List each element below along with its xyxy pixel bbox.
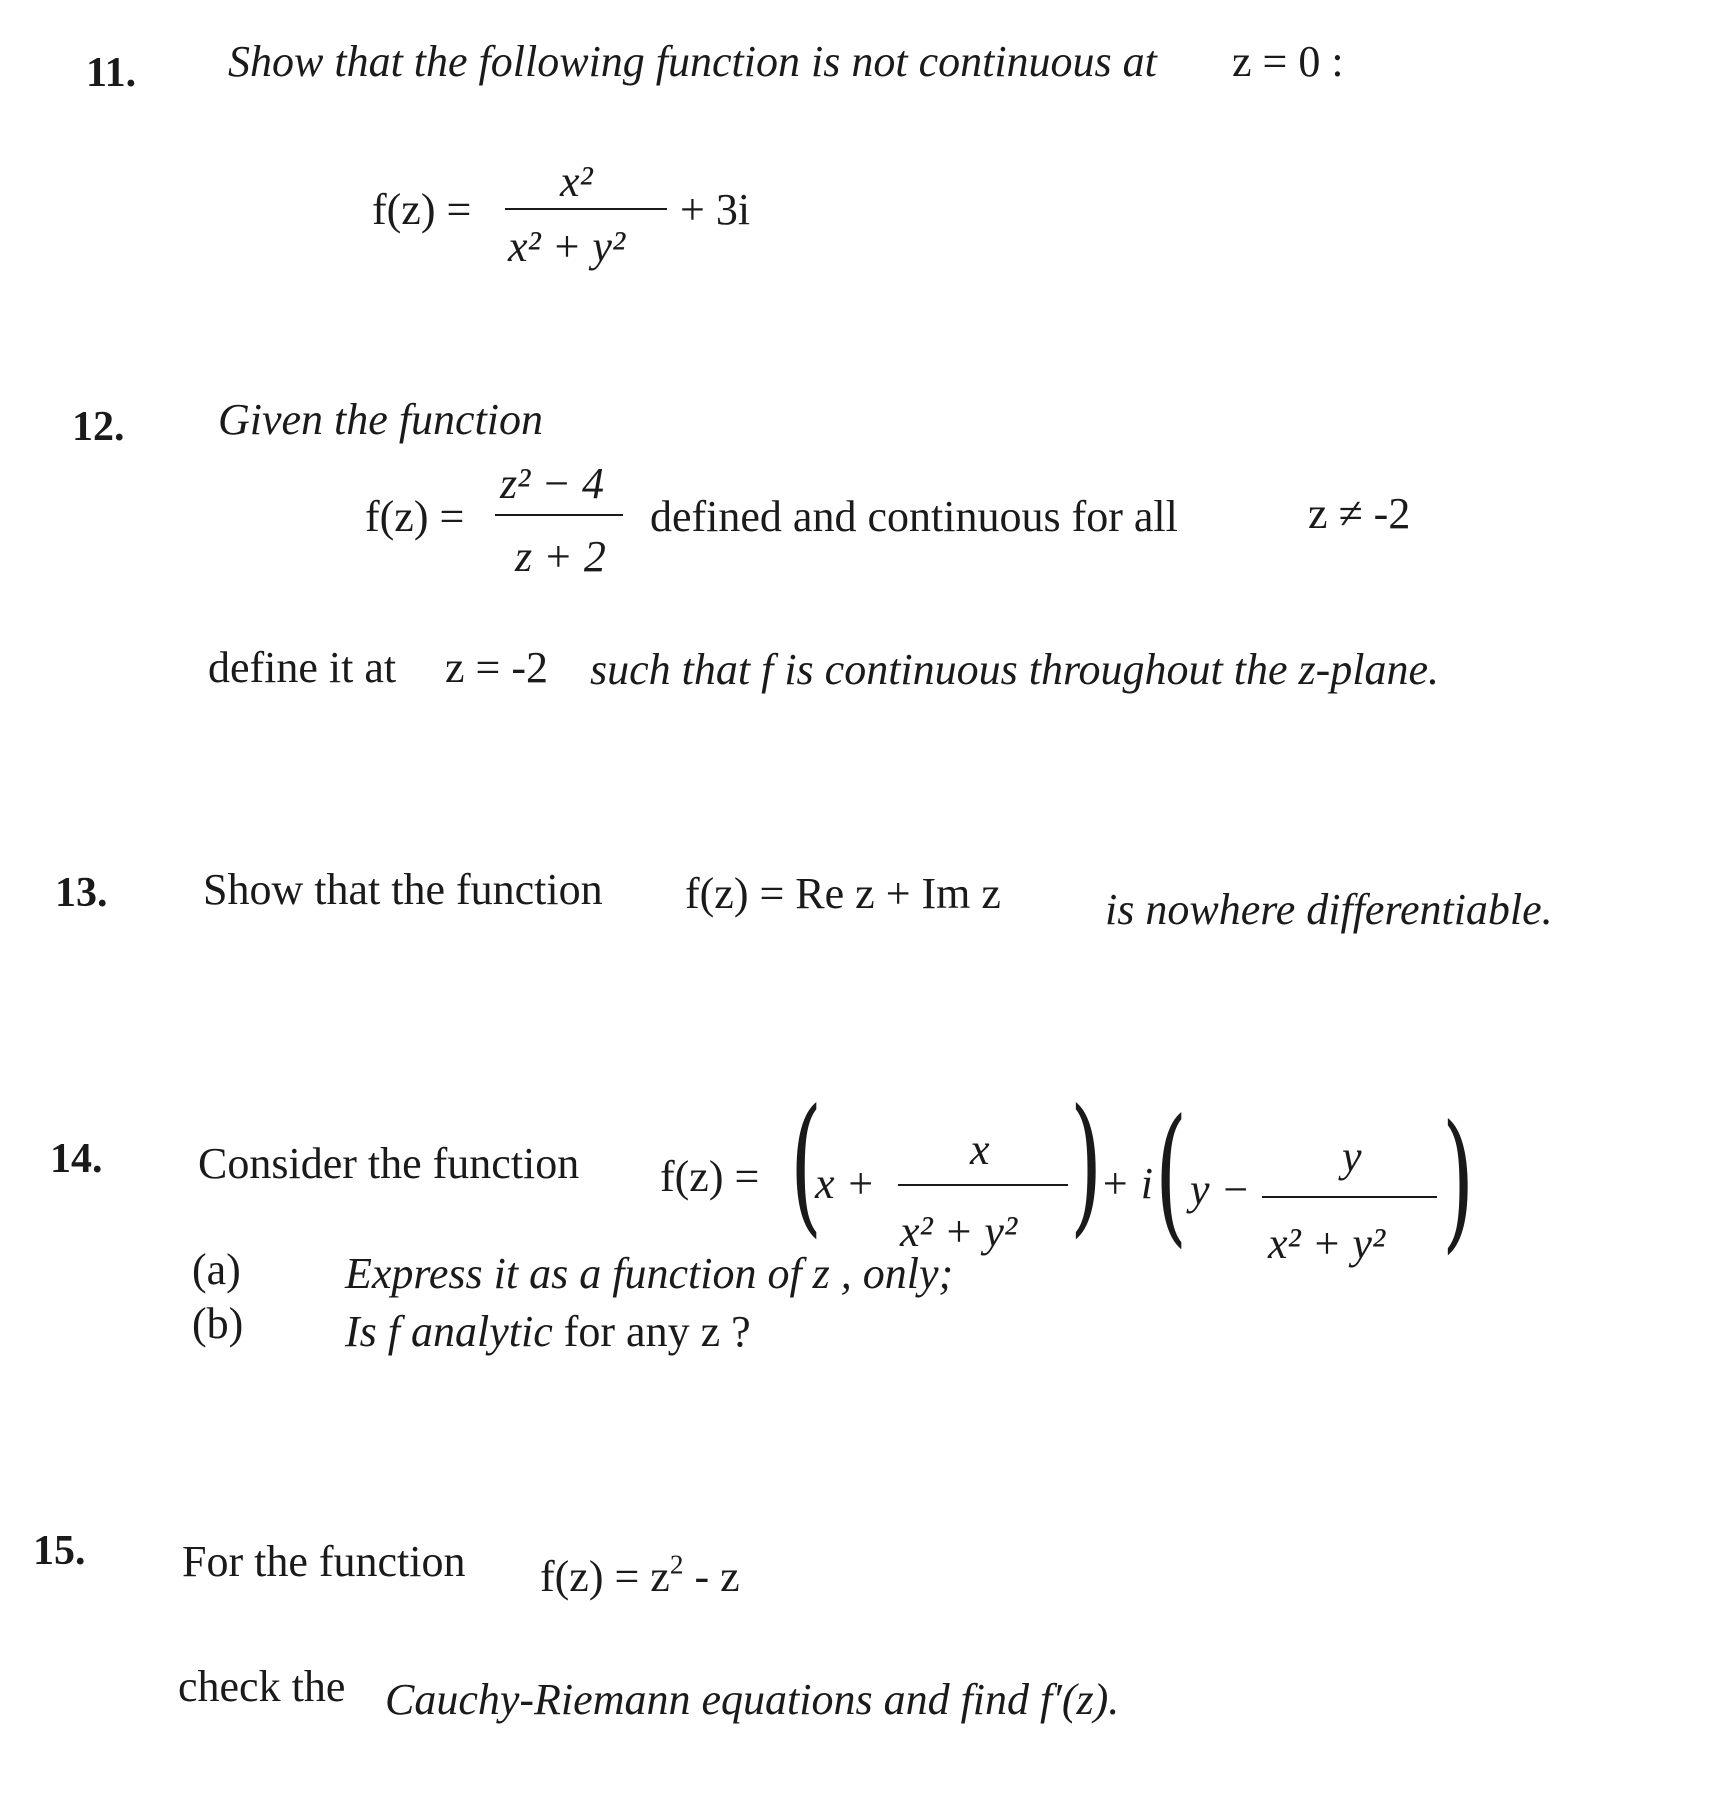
fraction-denominator: x² + y² (900, 1207, 1018, 1256)
part-b-label: (b) (192, 1299, 244, 1348)
problem-suffix: is nowhere differentiable. (1105, 885, 1553, 934)
left-paren: ( (790, 1078, 823, 1252)
formula-suffix: - z (683, 1552, 740, 1601)
check-prefix: check the (178, 1662, 346, 1711)
condition: z ≠ -2 (1308, 489, 1411, 538)
fraction-numerator: x (970, 1125, 990, 1174)
y-term: y − (1190, 1165, 1251, 1214)
function-label: f(z) = (365, 492, 465, 541)
right-paren: ) (1070, 1078, 1103, 1252)
fraction-numerator: y (1342, 1132, 1362, 1181)
problem-statement: Consider the function (198, 1139, 580, 1188)
problem-statement: Given the function (218, 395, 544, 444)
function-label: f(z) = (660, 1152, 760, 1201)
fraction-numerator: x² (560, 157, 593, 206)
formula-exponent: 2 (669, 1549, 684, 1580)
problem-number: 12. (72, 404, 125, 450)
fraction-bar (505, 208, 667, 210)
fraction-bar (495, 514, 623, 516)
problem-statement: Show that the function (203, 865, 603, 914)
check-italic: Cauchy-Riemann equations and find f′(z). (385, 1675, 1120, 1724)
fraction-bar (1262, 1196, 1437, 1198)
formula: f(z) = Re z + Im z (685, 869, 1001, 918)
problem-statement: Show that the following function is not continuous at (228, 37, 1157, 86)
fraction-denominator: x² + y² (1268, 1219, 1386, 1268)
definition-text: defined and continuous for all (650, 492, 1178, 541)
part-b-italic: Is f analytic (345, 1307, 553, 1356)
formula (540, 1549, 740, 1601)
fraction-bar (898, 1184, 1068, 1186)
problem-number: 14. (50, 1136, 103, 1182)
fraction-denominator: x² + y² (508, 222, 626, 271)
define-point: z = -2 (445, 643, 548, 692)
define-suffix: such that f is continuous throughout the z-plane. (590, 645, 1439, 694)
problem-number: 15. (33, 1528, 86, 1574)
problem-number: 11. (86, 50, 137, 96)
right-paren: ) (1442, 1094, 1475, 1268)
formula-prefix: f(z) = z (540, 1552, 670, 1601)
problem-statement: For the function (182, 1537, 466, 1586)
fraction-numerator: z² − 4 (500, 459, 605, 508)
problem-number: 13. (55, 870, 108, 916)
condition: z = 0 : (1232, 37, 1344, 86)
part-a-text: Express it as a function of z , only; (345, 1249, 954, 1298)
part-b-text (345, 1307, 751, 1356)
part-b-plain: for any z ? (563, 1307, 751, 1356)
constant-term: + 3i (680, 185, 751, 234)
left-paren: ( (1155, 1088, 1188, 1262)
fraction-denominator: z + 2 (515, 532, 606, 581)
part-a-label: (a) (192, 1245, 241, 1294)
imaginary-unit: + i (1100, 1159, 1153, 1208)
x-term: x + (815, 1159, 876, 1208)
function-label: f(z) = (372, 185, 472, 234)
define-prefix: define it at (208, 643, 397, 692)
